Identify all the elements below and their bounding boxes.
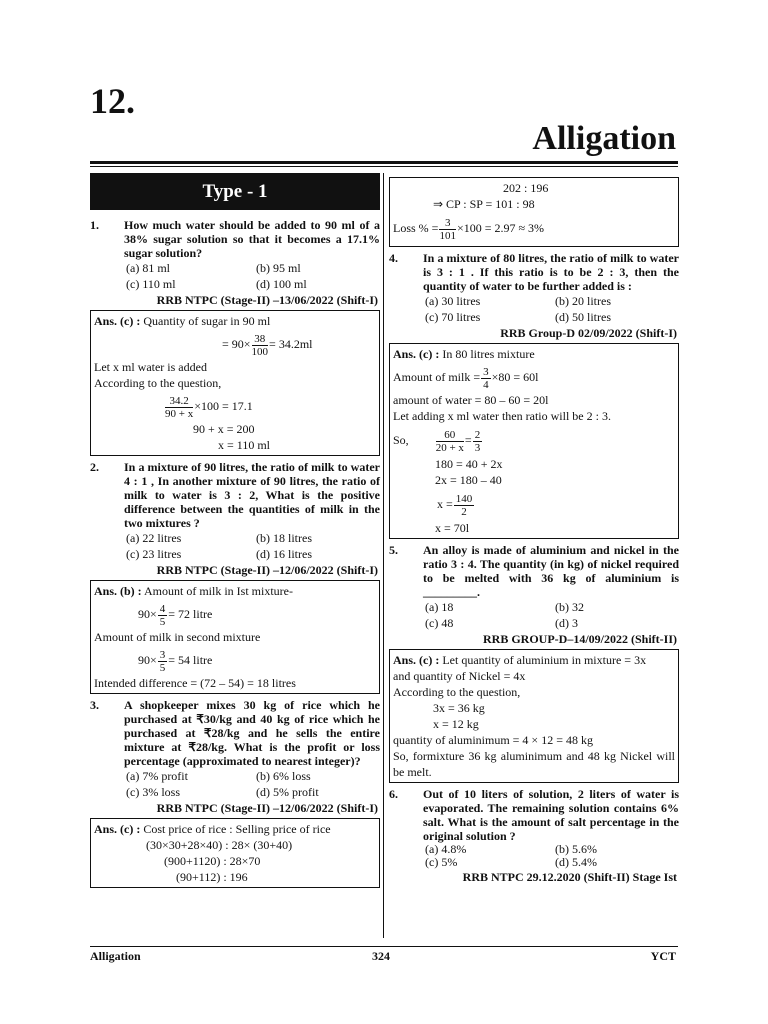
option-d: (d) 16 litres xyxy=(256,547,312,561)
fraction-denominator: 100 xyxy=(251,345,269,358)
question-5 xyxy=(389,543,679,599)
option-b: (b) 6% loss xyxy=(256,769,311,783)
title-rule-thin xyxy=(90,166,678,167)
fraction xyxy=(436,429,464,454)
fraction-denominator: 101 xyxy=(439,229,456,242)
fraction-numerator: 3 xyxy=(439,217,456,230)
answer-intro: Cost price of rice : Selling price of rice xyxy=(143,822,331,836)
question-number: 3. xyxy=(90,698,99,712)
question-text: In a mixture of 90 litres, the ratio of milk to water 4 : 1 , In another mixture of 90 litres, the ratio of milk to water is 3 : 2, What is the positive difference between the quantities of milk in the two mixtures ? xyxy=(124,460,380,530)
chapter-number: 12. xyxy=(90,81,135,121)
option-c: (c) 48 xyxy=(425,616,454,630)
question-1 xyxy=(90,218,380,260)
answer-label: Ans. (c) : xyxy=(393,347,440,361)
fraction xyxy=(454,493,475,518)
option-b: (b) 32 xyxy=(555,600,584,614)
eq-part: Amount of milk = xyxy=(393,370,481,384)
fraction xyxy=(481,366,491,391)
options xyxy=(90,260,380,292)
fraction-numerator: 38 xyxy=(252,333,269,346)
fraction-numerator: 34.2 xyxy=(165,395,193,408)
answer-label: Ans. (c) : xyxy=(94,314,141,328)
left-column xyxy=(90,173,380,892)
answer-box xyxy=(90,310,380,456)
question-text: A shopkeeper mixes 30 kg of rice which he purchased at ₹30/kg and 40 kg of rice which he purchased at ₹28/kg and he sells the entire mixture at ₹28/kg. What is the profit or loss percentage (approximated to nearest integer)? xyxy=(124,698,380,768)
option-a: (a) 30 litres xyxy=(425,294,481,308)
answer-line: amount of water = 80 – 60 = 20l xyxy=(393,393,549,407)
options xyxy=(389,599,679,631)
options xyxy=(90,530,380,562)
question-number: 4. xyxy=(389,251,398,265)
right-column xyxy=(389,173,679,885)
title-rule xyxy=(90,161,678,164)
option-d: (d) 100 ml xyxy=(256,277,307,291)
option-b: (b) 5.6% xyxy=(555,842,597,856)
eq-part: Loss % = xyxy=(393,221,439,235)
answer-line: x = 110 ml xyxy=(218,438,270,452)
fraction-denominator: 5 xyxy=(159,615,166,628)
answer-line: 180 = 40 + 2x xyxy=(435,457,503,471)
option-b: (b) 95 ml xyxy=(256,261,301,275)
answer-label: Ans. (c) : xyxy=(94,822,141,836)
answer-line: 202 : 196 xyxy=(503,181,549,195)
eq-part: 90× xyxy=(138,607,157,621)
fraction xyxy=(473,429,483,454)
question-number: 1. xyxy=(90,218,99,232)
question-source: RRB NTPC 29.12.2020 (Shift-II) Stage Ist xyxy=(462,870,677,884)
option-c: (c) 110 ml xyxy=(126,277,176,291)
fraction xyxy=(158,603,168,628)
options xyxy=(90,768,380,800)
answer-box-continued xyxy=(389,177,679,247)
fraction-numerator: 140 xyxy=(455,492,473,505)
fraction-numerator: 4 xyxy=(159,602,166,615)
fraction xyxy=(165,395,193,420)
question-source: RRB NTPC (Stage-II) –12/06/2022 (Shift-I) xyxy=(156,563,378,577)
answer-line: (90+112) : 196 xyxy=(176,870,248,884)
option-c: (c) 3% loss xyxy=(126,785,180,799)
fraction xyxy=(158,649,168,674)
fraction-numerator: 3 xyxy=(483,365,489,378)
footer-publisher: YCT xyxy=(650,949,676,963)
fraction-denominator: 20 + x xyxy=(435,441,464,454)
answer-intro: In 80 litres mixture xyxy=(442,347,535,361)
options xyxy=(389,843,679,869)
fraction-numerator: 3 xyxy=(159,648,166,661)
chapter-title: Alligation xyxy=(532,120,676,157)
footer-rule xyxy=(90,946,678,947)
answer-line: and quantity of Nickel = 4x xyxy=(393,669,526,683)
fraction-denominator: 4 xyxy=(483,378,489,391)
answer-box xyxy=(389,343,679,539)
eq-part: ×100 = 17.1 xyxy=(194,399,253,413)
answer-line: According to the question, xyxy=(94,376,222,390)
eq-part: = 72 litre xyxy=(168,607,213,621)
question-text: In a mixture of 80 litres, the ratio of milk to water is 3 : 1 . If this ratio is to be 2 : 3, then the quantity of water to be further added is : xyxy=(423,251,679,293)
eq-part: x = xyxy=(437,497,453,511)
question-text: An alloy is made of aluminium and nickel in the ratio 3 : 4. The quantity (in kg) of nickel required to be melted with 36 kg of aluminium is _________. xyxy=(423,543,679,599)
answer-line: x = 12 kg xyxy=(433,717,479,731)
answer-line: According to the question, xyxy=(393,685,521,699)
option-d: (d) 5.4% xyxy=(555,855,597,869)
answer-line: 90 + x = 200 xyxy=(193,422,255,436)
answer-intro: Amount of milk in Ist mixture- xyxy=(144,584,294,598)
option-c: (c) 5% xyxy=(425,855,458,869)
option-d: (d) 3 xyxy=(555,616,578,630)
eq-part: = 90× xyxy=(222,337,251,351)
option-c: (c) 70 litres xyxy=(425,310,481,324)
eq-part: = 54 litre xyxy=(168,653,213,667)
option-a: (a) 81 ml xyxy=(126,261,170,275)
answer-label: Ans. (b) : xyxy=(94,584,142,598)
option-c: (c) 23 litres xyxy=(126,547,182,561)
answer-line: Let x ml water is added xyxy=(94,360,207,374)
answer-box xyxy=(389,649,679,783)
fraction xyxy=(252,333,269,358)
option-a: (a) 4.8% xyxy=(425,842,467,856)
fraction-numerator: 2 xyxy=(474,428,481,441)
option-a: (a) 22 litres xyxy=(126,531,182,545)
question-3 xyxy=(90,698,380,768)
eq-part: So, xyxy=(393,433,409,447)
option-d: (d) 50 litres xyxy=(555,310,611,324)
answer-line: Intended difference = (72 – 54) = 18 litres xyxy=(94,676,296,690)
question-number: 5. xyxy=(389,543,398,557)
question-2 xyxy=(90,460,380,530)
fraction-denominator: 5 xyxy=(159,661,166,674)
eq-part: ×80 = 60l xyxy=(491,370,539,384)
footer-chapter: Alligation xyxy=(90,949,141,963)
question-text: Out of 10 liters of solution, 2 liters of water is evaporated. The remaining solution contains 6% salt. What is the amount of salt percentage in the original solution ? xyxy=(423,787,679,843)
option-b: (b) 20 litres xyxy=(555,294,611,308)
fraction-denominator: 90 + x xyxy=(165,407,194,420)
answer-line: 3x = 36 kg xyxy=(433,701,485,715)
answer-line: 2x = 180 – 40 xyxy=(435,473,502,487)
answer-line: Amount of milk in second mixture xyxy=(94,630,261,644)
answer-line: quantity of aluminimum = 4 × 12 = 48 kg xyxy=(393,733,593,747)
answer-line: (30×30+28×40) : 28× (30+40) xyxy=(146,838,293,852)
answer-intro: Let quantity of aluminium in mixture = 3x xyxy=(442,653,647,667)
fraction-denominator: 3 xyxy=(474,441,481,454)
option-b: (b) 18 litres xyxy=(256,531,312,545)
question-source: RRB NTPC (Stage-II) –12/06/2022 (Shift-I) xyxy=(156,801,378,815)
answer-label: Ans. (c) : xyxy=(393,653,440,667)
question-text: How much water should be added to 90 ml of a 38% sugar solution so that it becomes a 17.1% sugar solution? xyxy=(124,218,380,260)
question-source: RRB GROUP-D–14/09/2022 (Shift-II) xyxy=(483,632,677,646)
option-a: (a) 7% profit xyxy=(126,769,188,783)
question-source: RRB Group-D 02/09/2022 (Shift-I) xyxy=(500,326,677,340)
type-heading: Type - 1 xyxy=(90,173,380,210)
answer-intro: Quantity of sugar in 90 ml xyxy=(143,314,271,328)
eq-part: = xyxy=(464,433,472,447)
fraction xyxy=(439,217,456,242)
answer-line: So, formixture 36 kg aluminimum and 48 kg Nickel will be melt. xyxy=(393,749,675,779)
fraction-denominator: 2 xyxy=(461,505,467,518)
page-number: 324 xyxy=(372,949,390,963)
answer-line: ⇒ CP : SP = 101 : 98 xyxy=(433,197,535,211)
options xyxy=(389,293,679,325)
question-source: RRB NTPC (Stage-II) –13/06/2022 (Shift-I) xyxy=(156,293,378,307)
eq-part: 90× xyxy=(138,653,157,667)
question-number: 6. xyxy=(389,787,398,801)
eq-part: = 34.2ml xyxy=(269,337,313,351)
question-4 xyxy=(389,251,679,293)
answer-line: Let adding x ml water then ratio will be 2 : 3. xyxy=(393,409,611,423)
eq-part: ×100 = 2.97 ≈ 3% xyxy=(456,221,545,235)
question-number: 2. xyxy=(90,460,99,474)
question-6 xyxy=(389,787,679,843)
option-a: (a) 18 xyxy=(425,600,454,614)
answer-box xyxy=(90,580,380,694)
option-d: (d) 5% profit xyxy=(256,785,319,799)
answer-line: (900+1120) : 28×70 xyxy=(164,854,261,868)
answer-box xyxy=(90,818,380,888)
fraction-numerator: 60 xyxy=(436,429,464,442)
answer-line: x = 70l xyxy=(435,521,470,535)
